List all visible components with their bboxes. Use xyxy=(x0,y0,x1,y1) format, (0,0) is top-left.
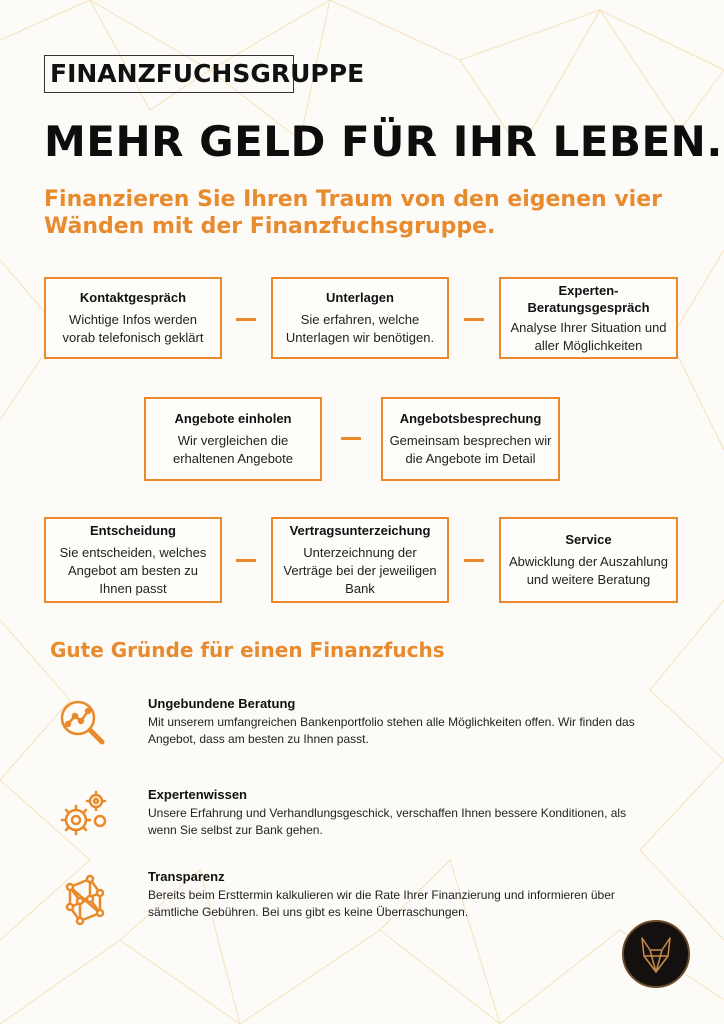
step-connector xyxy=(236,559,256,562)
step-connector xyxy=(341,437,361,440)
step-entscheidung xyxy=(44,517,222,603)
reason-text: Unsere Erfahrung und Verhandlungsgeschick, verschaffen Ihnen bessere Konditionen, als wenn Sie selbst zur Bank gehen. xyxy=(148,806,627,837)
analytics-magnifier-icon xyxy=(56,696,112,752)
step-title: Experten-Beratungsgespräch xyxy=(527,282,650,315)
reason-text: Mit unserem umfangreichen Bankenportfolio stehen alle Möglichkeiten offen. Wir finden das Angebot, dass am besten zu Ihnen passt. xyxy=(148,715,635,746)
page-subline: Finanzieren Sie Ihren Traum von den eigenen vier Wänden mit der Finanzfuchsgruppe. xyxy=(44,187,662,239)
step-title: Angebote einholen xyxy=(174,411,292,426)
reason-title: Expertenwissen xyxy=(148,787,247,802)
step-experten-beratungsgespraech xyxy=(499,277,678,359)
step-title: Angebotsbesprechung xyxy=(399,411,542,426)
step-unterlagen xyxy=(271,277,449,359)
step-title: Vertragsunterzeichung xyxy=(289,523,431,538)
step-connector xyxy=(464,559,484,562)
step-kontaktgespraech xyxy=(44,277,222,359)
reason-text: Bereits beim Ersttermin kalkulieren wir die Rate Ihrer Finanzierung und informieren über sämtliche Gebühren. Bei uns gibt es keine Überraschungen. xyxy=(148,888,615,919)
step-connector xyxy=(464,318,484,321)
step-text: Sie erfahren, welche Unterlagen wir benötigen. xyxy=(285,312,435,345)
step-service xyxy=(499,517,678,603)
step-text: Wichtige Infos werden vorab telefonisch geklärt xyxy=(62,312,204,345)
step-title: Entscheidung xyxy=(90,523,176,538)
fox-seal-logo xyxy=(622,920,690,988)
step-text: Wir vergleichen die erhaltenen Angebote xyxy=(173,433,293,466)
step-angebotsbesprechung xyxy=(381,397,560,481)
step-vertragsunterzeichung xyxy=(271,517,449,603)
step-text: Abwicklung der Auszahlung und weitere Beratung xyxy=(509,554,668,587)
step-text: Unterzeichnung der Verträge bei der jeweiligen Bank xyxy=(283,545,437,596)
reason-title: Ungebundene Beratung xyxy=(148,696,296,711)
step-connector xyxy=(236,318,256,321)
step-title: Service xyxy=(565,532,612,547)
step-text: Sie entscheiden, welches Angebot am besten zu Ihnen passt xyxy=(59,545,207,596)
reasons-heading: Gute Gründe für einen Finanzfuchs xyxy=(50,638,445,662)
reason-title: Transparenz xyxy=(148,869,225,884)
brand-logo: FINANZFUCHSGRUPPE xyxy=(44,55,294,93)
step-text: Analyse Ihrer Situation und aller Möglichkeiten xyxy=(510,319,667,353)
gears-icon xyxy=(56,787,112,843)
network-cube-icon xyxy=(56,869,112,925)
step-title: Unterlagen xyxy=(326,290,394,305)
step-title: Kontaktgespräch xyxy=(79,290,187,305)
step-angebote-einholen xyxy=(144,397,322,481)
page-headline: MEHR GELD FÜR IHR LEBEN. xyxy=(44,117,723,166)
step-text: Gemeinsam besprechen wir die Angebote im Detail xyxy=(389,433,552,466)
fox-head-icon xyxy=(624,922,688,986)
